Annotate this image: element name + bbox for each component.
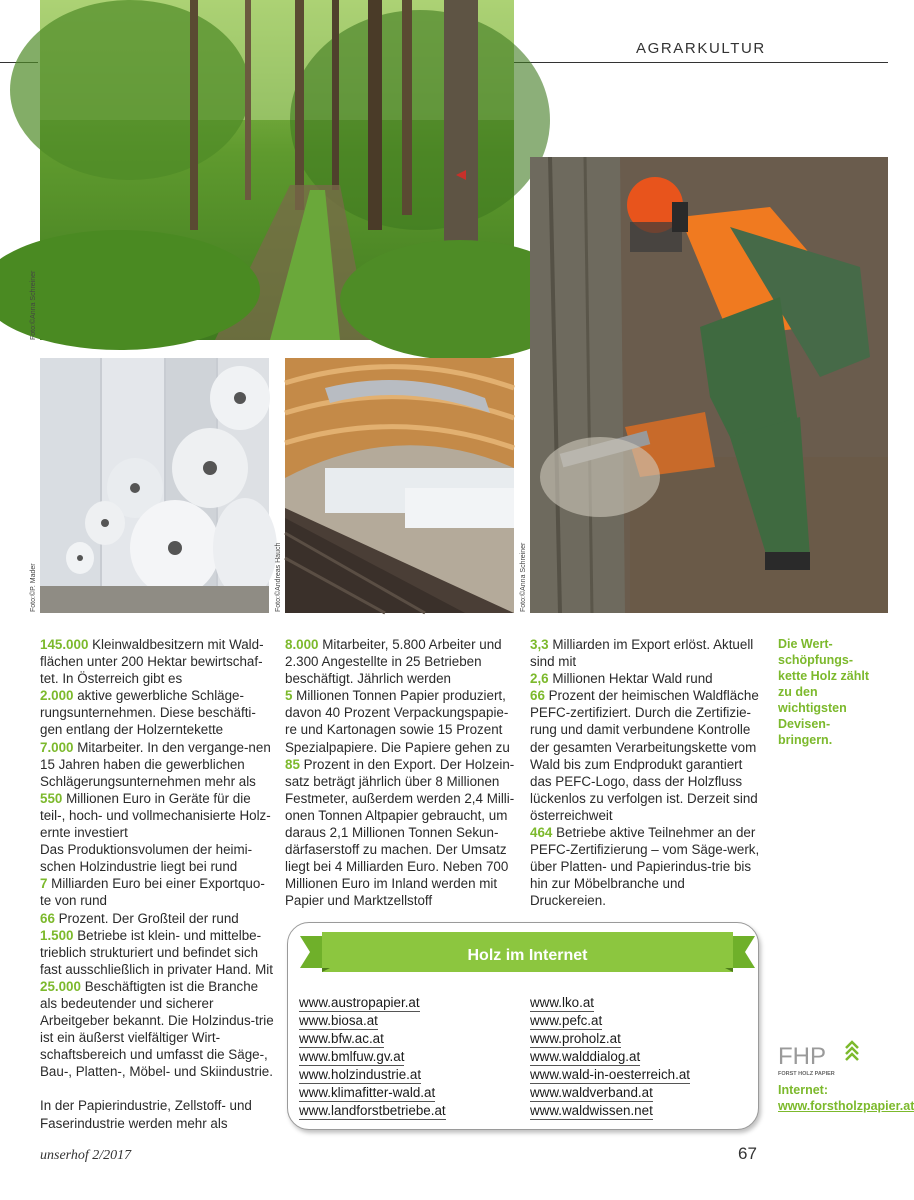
- fact-paragraph: [530, 824, 762, 909]
- photo-credit: Foto:©Andreas Hauch: [275, 542, 282, 612]
- fact-paragraph: [40, 790, 274, 841]
- paragraph-text: Millionen Euro in Geräte für die teil-, hoch- und vollmechanisierte Holz-ernte investiert: [40, 790, 271, 841]
- fact-paragraph: [40, 910, 274, 927]
- web-link[interactable]: www.waldwissen.net: [530, 1103, 653, 1118]
- text-column-left: [40, 636, 274, 1132]
- web-link[interactable]: www.biosa.at: [299, 1013, 378, 1028]
- web-link[interactable]: www.bmlfuw.gv.at: [299, 1049, 405, 1064]
- links-box-title: Holz im Internet: [467, 947, 588, 964]
- web-link[interactable]: www.holzindustrie.at: [299, 1067, 422, 1082]
- fhp-internet: [778, 1083, 914, 1114]
- fhp-logo-subtext: FORST HOLZ PAPIER: [778, 1071, 835, 1077]
- paragraph-text: Betriebe ist klein- und mittelbe-trieblich strukturiert und befindet sich fast ausschließlich in privater Hand. Mit: [40, 927, 273, 977]
- fhp-logo-text: FHP: [778, 1043, 826, 1070]
- fact-paragraph: [40, 636, 274, 687]
- photo-credit: Foto:©Anna Schreiner: [520, 542, 527, 612]
- fact-paragraph: [530, 636, 762, 670]
- highlight-number: 1.500: [40, 927, 74, 943]
- paragraph-text: Prozent in den Export. Der Holzein-satz beträgt jährlich über 8 Millionen Festmeter, außerdem werden 2,4 Milli-onen Tonnen Altpapier gebraucht, um daraus 2,1 Millionen Tonnen Sekun-därfaserstoff zu machen. Der Umsatz liegt bei 4 Milliarden Euro. Neben 700 Millionen Euro im Inland werden mit Papier und Marktzellstoff: [285, 756, 515, 909]
- highlight-number: 2.000: [40, 688, 74, 704]
- web-link[interactable]: www.bfw.ac.at: [299, 1031, 384, 1046]
- web-link[interactable]: www.proholz.at: [530, 1031, 621, 1046]
- fact-paragraph: [285, 756, 515, 910]
- fact-paragraph: [40, 927, 274, 978]
- paragraph-text: Mitarbeiter. In den vergange-nen 15 Jahren haben die gewerblichen Schlägerungsunternehmen mehr als: [40, 739, 271, 789]
- paragraph-text: Prozent. Der Großteil der rund: [54, 910, 239, 926]
- web-link[interactable]: www.landforstbetriebe.at: [299, 1103, 446, 1118]
- paragraph-text: Milliarden Euro bei einer Exportquo-te von rund: [40, 876, 265, 909]
- highlight-number: 145.000: [40, 637, 89, 652]
- highlight-number: 66: [40, 910, 55, 926]
- link-list-left: [299, 995, 446, 1121]
- photo-chainsaw-worker: [530, 157, 888, 613]
- web-link[interactable]: www.waldverband.at: [530, 1085, 653, 1100]
- photo-credit: Foto:©Anna Schreiner: [30, 270, 37, 340]
- photo-credit: Foto:©P. Mader: [30, 563, 37, 612]
- highlight-number: 3,3: [530, 637, 549, 652]
- paragraph-text: Kleinwaldbesitzern mit Wald-flächen unter 200 Hektar bewirtschaf-tet. In Österreich gibt es: [40, 637, 264, 687]
- fact-paragraph: [285, 687, 515, 755]
- photo-forest-path: [40, 0, 514, 340]
- fact-paragraph: [40, 1097, 274, 1131]
- fact-paragraph: [40, 978, 274, 1081]
- fact-paragraph: [40, 739, 274, 790]
- web-link[interactable]: www.austropapier.at: [299, 995, 420, 1010]
- fact-paragraph: [285, 636, 515, 687]
- photo-paper-rolls: [40, 358, 269, 613]
- paragraph-text: Beschäftigten ist die Branche als bedeutender und sicherer Arbeitgeber bekannt. Die Holzindus-trie ist ein äußerst vielfältiger Wirt-schaftsbereich und umfasst die Säge-, Bau-, Platten-, Möbel- und Skiindustrie.: [40, 978, 274, 1080]
- web-link[interactable]: www.wald-in-oesterreich.at: [530, 1067, 691, 1082]
- paragraph-text: Mitarbeiter, 5.800 Arbeiter und 2.300 Angestellte in 25 Betrieben beschäftigt. Jährlich werden: [285, 637, 502, 687]
- photo-arena: [285, 358, 514, 613]
- highlight-number: 5: [285, 688, 293, 704]
- link-list-right: [530, 995, 690, 1121]
- fact-paragraph: [40, 687, 274, 738]
- web-link[interactable]: www.klimafitter-wald.at: [299, 1085, 436, 1100]
- paragraph-text: Millionen Tonnen Papier produziert, davon 40 Prozent Verpackungspapie-re und Kartonagen sowie 15 Prozent Spezialpapiere. Die Papiere gehen zu: [285, 688, 510, 755]
- paragraph-text: Millionen Hektar Wald rund: [548, 671, 713, 687]
- paragraph-text: Betriebe aktive Teilnehmer an der PEFC-Zertifizierung – vom Säge-werk, über Platten- und Papierindus-trie bis hin zur Möbelbranche und Druckereien.: [530, 825, 760, 909]
- magazine-issue: unserhof 2/2017: [40, 1148, 132, 1163]
- text-column-middle: [285, 636, 515, 910]
- paragraph-text: In der Papierindustrie, Zellstoff- und Faserindustrie werden mehr als: [40, 1098, 252, 1131]
- fact-paragraph: [530, 670, 762, 687]
- header-rule: [514, 62, 888, 63]
- highlight-number: 7.000: [40, 739, 74, 755]
- paragraph-text: Prozent der heimischen Waldfläche PEFC-zertifiziert. Durch die Zertifizie-rung und damit verbundene Kontrolle der gesamten Verarbeitungskette vom Wald bis zum Endprodukt garantiert das PEFC-Logo, dass der Holzfluss lückenlos zu verfolgen ist. Derzeit sind österreichweit: [530, 688, 759, 823]
- paragraph-text: Das Produktionsvolumen der heimi-schen Holzindustrie liegt bei rund: [40, 842, 253, 875]
- highlight-number: 66: [530, 688, 545, 704]
- fhp-logo: [778, 1040, 868, 1080]
- highlight-number: 2,6: [530, 671, 549, 687]
- highlight-number: 85: [285, 756, 300, 772]
- paragraph-gap: [40, 1080, 274, 1097]
- paragraph-text: aktive gewerbliche Schläge-rungsunternehmen. Diese beschäfti-gen entlang der Holzerntekette: [40, 688, 256, 738]
- fact-paragraph: [40, 841, 274, 875]
- internet-url[interactable]: www.forstholzpapier.at: [778, 1098, 914, 1113]
- web-link[interactable]: www.walddialog.at: [530, 1049, 641, 1064]
- web-link[interactable]: www.lko.at: [530, 995, 594, 1010]
- internet-label: Internet:: [778, 1083, 828, 1097]
- web-link[interactable]: www.pefc.at: [530, 1013, 603, 1028]
- pull-quote: Die Wert-schöpfungs-kette Holz zählt zu den wichtigsten Devisen-bringern.: [778, 637, 869, 747]
- fact-paragraph: [530, 687, 762, 824]
- text-column-right: [530, 636, 762, 910]
- page-number: 67: [738, 1144, 757, 1163]
- highlight-number: 8.000: [285, 637, 319, 652]
- highlight-number: 464: [530, 825, 553, 841]
- highlight-number: 7: [40, 876, 48, 892]
- highlight-number: 550: [40, 790, 63, 806]
- fact-paragraph: [40, 875, 274, 909]
- paragraph-text: Milliarden im Export erlöst. Aktuell sind mit: [530, 637, 754, 670]
- section-label: AGRARKULTUR: [636, 40, 766, 57]
- highlight-number: 25.000: [40, 978, 81, 994]
